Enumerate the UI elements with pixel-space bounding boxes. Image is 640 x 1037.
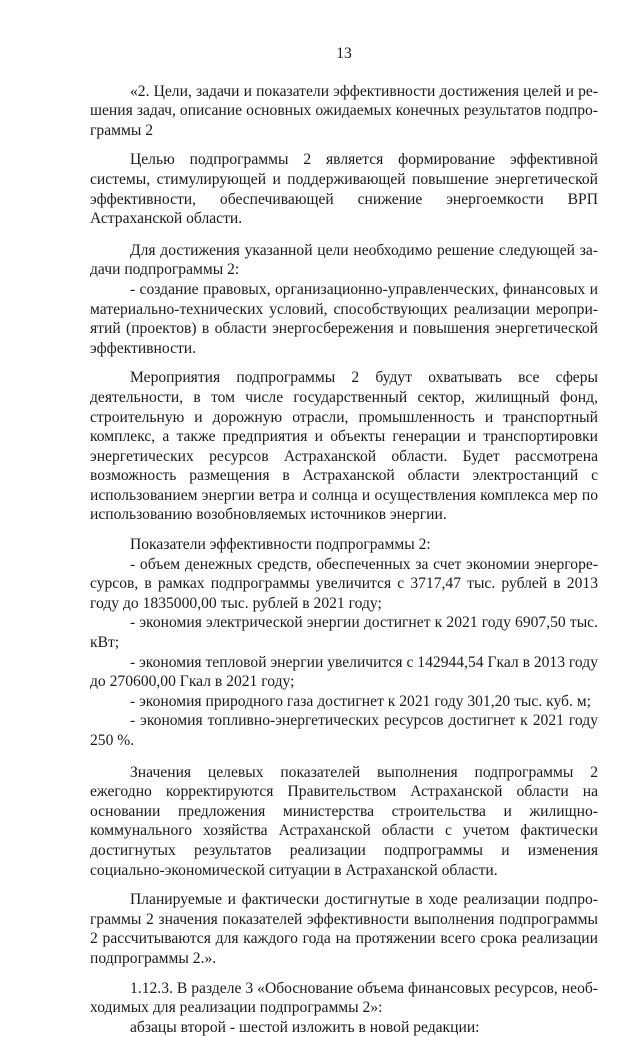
indicator-item-electricity: - экономия электрической энергии достигнет к 2021 году 6907,50 тыс. кВт; bbox=[90, 614, 598, 652]
paragraph-new-edition: абзацы второй - шестой изложить в новой редакции: bbox=[130, 1018, 480, 1036]
paragraph-adjustment: Значения целевых показателей выполнения подпрограммы 2 ежегодно корректируются Правительством Астраханской области на основании предложения министерства строительства и жилищно-коммунального хозяйства Астраханской области с учетом фактически достигнутых результатов реализации подпрограммы и изменения социально-экономической ситуации в Астраханской области. bbox=[90, 763, 598, 879]
page-number: 13 bbox=[336, 45, 352, 62]
paragraph-section-3-amendment: 1.12.3. В разделе 3 «Обоснование объема финансовых ресурсов, необходимых для реализации подпрограммы 2»: bbox=[90, 979, 598, 1017]
indicator-item-fuel: - экономия топливно-энергетических ресурсов достигнет к 2021 году 250 %. bbox=[90, 712, 598, 749]
section-heading: «2. Цели, задачи и показатели эффективности достижения целей и решения задач, описание основных ожидаемых конечных результатов подпрограммы 2 bbox=[90, 82, 598, 139]
indicator-item-money: - объем денежных средств, обеспеченных за счет экономии энергоресурсов, в рамках подпрограммы увеличится с 3717,47 тыс. рублей в 2013 году до 1835000,00 тыс. рублей в 2021 году; bbox=[90, 555, 598, 612]
paragraph-task-item: - создание правовых, организационно-управленческих, финансовых и материально-технических условий, способствующих реализации мероприятий (проектов) в области энергосбережения и повышения энергетической эффективности. bbox=[90, 280, 598, 357]
document-page bbox=[90, 44, 598, 1037]
paragraph-calculation: Планируемые и фактически достигнутые в ходе реализации подпрограммы 2 значения показателей эффективности выполнения подпрограммы 2 рассчитываются для каждого года на протяжении всего срока реализации подпрограммы 2.». bbox=[90, 891, 598, 967]
paragraph-task-intro: Для достижения указанной цели необходимо решение следующей задачи подпрограммы 2: bbox=[90, 241, 598, 279]
paragraph-activities: Мероприятия подпрограммы 2 будут охватывать все сферы деятельности, в том числе государственный сектор, жилищный фонд, строительную и дорожную отрасли, промышленность и транспортный комплекс, а также предприятия и объекты генерации и транспортировки энергетических ресурсов Астраханской области. Будет рассмотрена возможность размещения в Астраханской области электростанций с использованием энергии ветра и солнца и осуществления комплекса мер по использованию возобновляемых источников энергии. bbox=[90, 369, 598, 524]
indicator-item-heat: - экономия тепловой энергии увеличится с 142944,54 Гкал в 2013 году до 270600,00 Гкал в 2021 году; bbox=[90, 653, 599, 691]
paragraph-indicators-intro: Показатели эффективности подпрограммы 2: bbox=[130, 536, 431, 554]
indicator-item-gas: - экономия природного газа достигнет к 2021 году 301,20 тыс. куб. м; bbox=[130, 692, 591, 710]
paragraph-goal: Целью подпрограммы 2 является формирование эффективной системы, стимулирующей и поддерживающей повышение энергетической эффективности, обеспечивающей снижение энергоемкости ВРП Астраханской области. bbox=[90, 151, 598, 228]
